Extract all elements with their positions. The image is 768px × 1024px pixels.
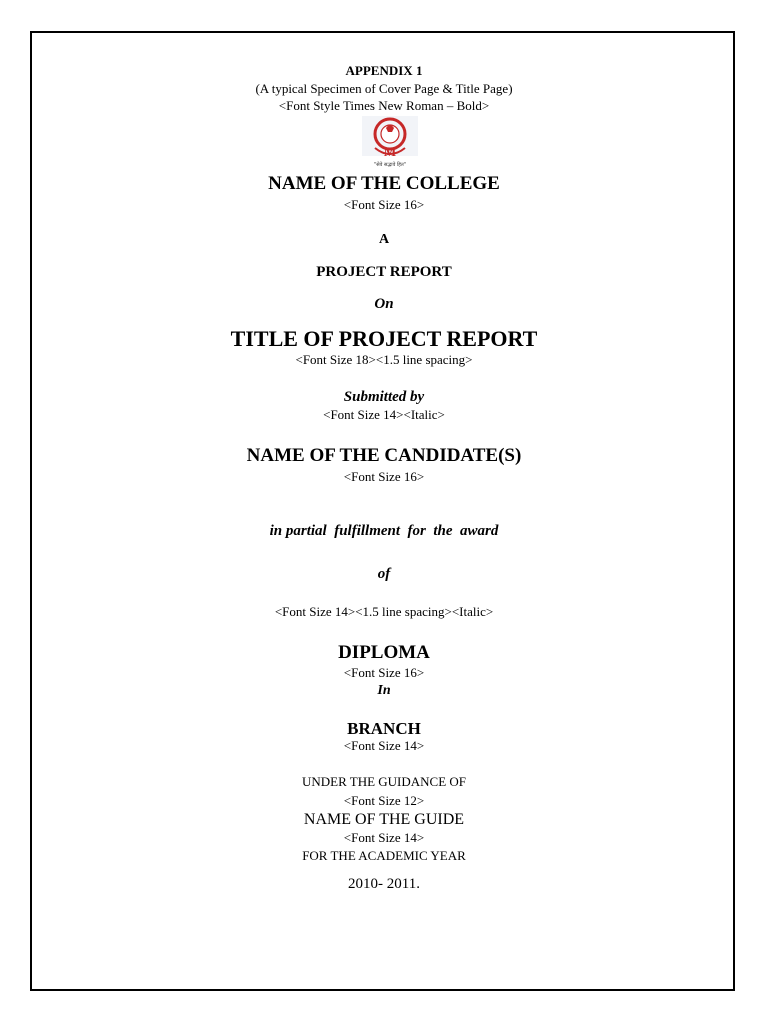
diploma-name: DIPLOMA	[338, 642, 430, 663]
project-report-label: PROJECT REPORT	[316, 264, 452, 280]
report-title-note: <Font Size 18><1.5 line spacing>	[295, 352, 473, 367]
in-label: In	[377, 683, 391, 698]
branch-font-note: <Font Size 14>	[343, 738, 425, 753]
candidate-name: NAME OF THE CANDIDATE(S)	[246, 445, 522, 466]
on-label: On	[374, 296, 394, 312]
academic-year: 2010- 2011.	[348, 876, 420, 892]
appendix-heading: APPENDIX 1	[345, 63, 423, 78]
submitted-by-note: <Font Size 14><Italic>	[323, 407, 445, 422]
college-font-note: <Font Size 16>	[343, 197, 425, 212]
guide-font-note: <Font Size 14>	[343, 830, 425, 845]
college-emblem	[362, 116, 418, 168]
candidate-font-note: <Font Size 16>	[343, 469, 425, 484]
font-style-note: <Font Style Times New Roman – Bold>	[278, 98, 490, 113]
college-name: NAME OF THE COLLEGE	[268, 173, 500, 194]
article-a: A	[378, 232, 390, 247]
appendix-subtitle: (A typical Specimen of Cover Page & Title Page)	[255, 81, 513, 96]
guidance-label: UNDER THE GUIDANCE OF	[301, 774, 467, 789]
guidance-font-note: <Font Size 12>	[343, 793, 425, 808]
submitted-by-label: Submitted by	[343, 389, 425, 405]
emblem-logo-icon	[362, 116, 418, 168]
fulfillment-line: in partial fulfillment for the award	[269, 523, 499, 539]
branch-name: BRANCH	[347, 719, 421, 738]
emblem-motto: "सेवे सद्भावे हित"	[373, 162, 407, 168]
diploma-font-note: <Font Size 16>	[343, 665, 425, 680]
emblem-letter: M	[383, 144, 397, 159]
report-title: TITLE OF PROJECT REPORT	[230, 326, 538, 351]
of-label: of	[377, 566, 391, 582]
academic-year-label: FOR THE ACADEMIC YEAR	[302, 848, 466, 863]
guide-name: NAME OF THE GUIDE	[303, 811, 465, 828]
fulfillment-note: <Font Size 14><1.5 line spacing><Italic>	[274, 604, 494, 619]
